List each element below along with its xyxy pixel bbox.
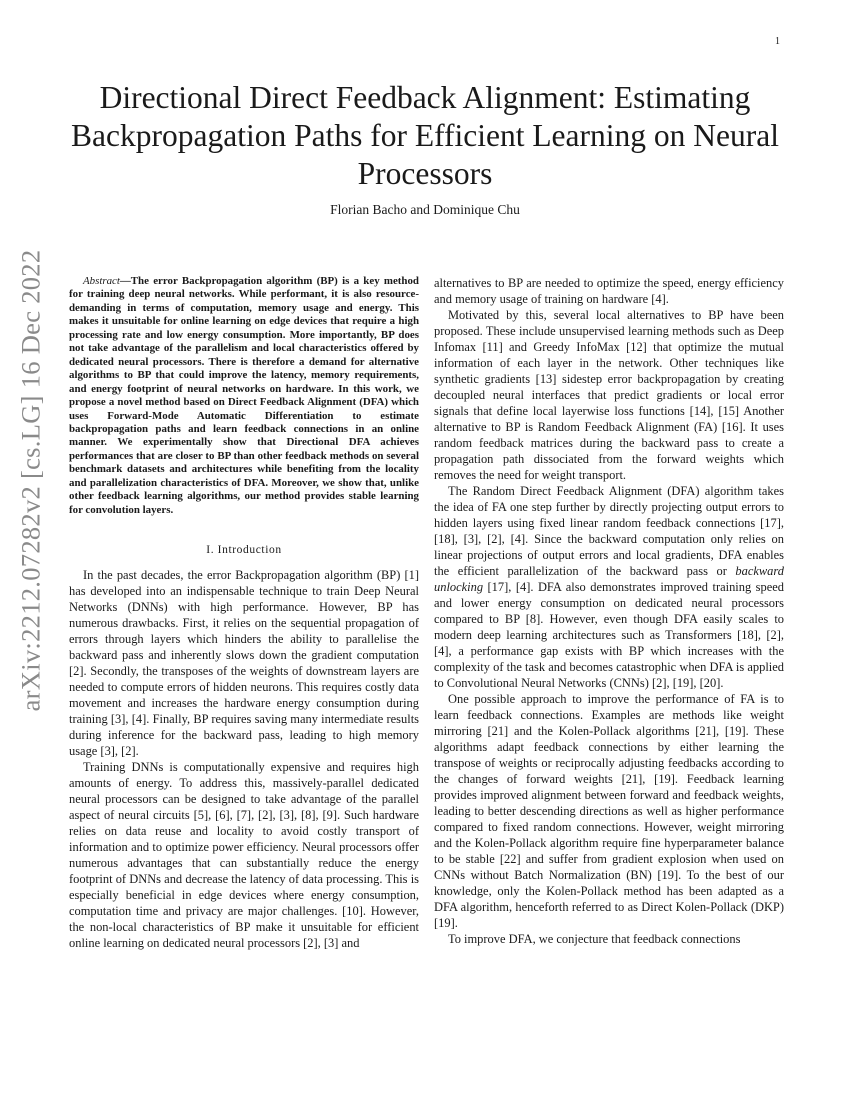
abstract-label: Abstract bbox=[83, 275, 120, 287]
abstract-text: —The error Backpropagation algorithm (BP) is a key method for training deep neural networks. While performant, it is also resource-demanding in terms of computation, memory usage and energy. This makes it unsuitable for online learning on edge devices that require a high processing rate and low energy consumption. More importantly, BP does not take advantage of the parallelism and local characteristics offered by dedicated neural processors. There is therefore a demand for alternative algorithms to BP that could improve the latency, memory requirements, and energy footprint of neural networks on hardware. In this work, we propose a novel method based on Direct Feedback Alignment (DFA) which uses Forward-Mode Automatic Differentiation to estimate backpropagation paths and learn feedback connections in an online manner. We experimentally show that Directional DFA achieves performances that are closer to BP than other feedback methods on several benchmark datasets and architectures while benefiting from the locality and parallelization characteristics of DFA. Moreover, we show that, unlike other feedback learning algorithms, our method provides stable learning for convolution layers. bbox=[69, 275, 419, 516]
right-paragraph-feedback-learning: One possible approach to improve the performance of FA is to learn feedback connections. Examples are methods like weight mirroring [21] and the Kolen-Pollack algorithms [21], [19]. These algorithms adapt feedback connections by either learning the transpose of weights or reciprocally adjusting feedbacks according to the changes of forward weights [21], [19]. Feedback learning provides improved alignment between forward and feedback weights, leading to better descending directions as well as higher performance compared to fixed random connections. However, weight mirroring and the Kolen-Pollack algorithm require fine hyperparameter balance to be stable [22] and suffer from gradient explosion when used on CNNs without Batch Normalization (BN) [19]. To the best of our knowledge, only the Kolen-Pollack method has been adapted as a DFA algorithm, henceforth referred to as Direct Kolen-Pollack (DKP) [19]. bbox=[434, 692, 784, 930]
arxiv-stamp bbox=[2, 249, 60, 711]
dfa-text-emphasis: backward unlocking bbox=[434, 564, 784, 594]
abstract bbox=[69, 275, 419, 517]
paper-title: Directional Direct Feedback Alignment: Estimating Backpropagation Paths for Efficient Learning on Neural Processors bbox=[71, 80, 779, 191]
right-paragraph-conjecture: To improve DFA, we conjecture that feedback connections bbox=[448, 932, 741, 946]
paper-authors: Florian Bacho and Dominique Chu bbox=[330, 202, 520, 217]
page-number: 1 bbox=[775, 36, 780, 47]
right-column bbox=[434, 275, 784, 947]
left-column bbox=[69, 275, 419, 951]
right-paragraph-continuation: alternatives to BP are needed to optimize the speed, energy efficiency and memory usage of training on hardware [4]. bbox=[434, 276, 784, 306]
intro-paragraph-1: In the past decades, the error Backpropagation algorithm (BP) [1] has developed into an indispensable technique to train Deep Neural Networks (DNNs) with high performance. However, BP has numerous drawbacks. First, it relies on the sequential propagation of errors through layers which hinders the ability to parallelise the backward pass and inherently slows down the gradient computation [2]. Secondly, the transposes of the weights of downstream layers are needed to compute errors of hidden neurons. This requires costly data movement and increases the hardware energy consumption during training [3], [4]. Finally, BP requires saving many intermediate results during inference for the backward pass, leading to high memory usage [3], [2]. bbox=[69, 568, 419, 759]
right-paragraph-local-alternatives: Motivated by this, several local alternatives to BP have been proposed. These include unsupervised learning methods such as Deep Infomax [11] and Greedy InfoMax [12] that optimize the mutual information of each layer in the network. Other techniques like synthetic gradients [13] sidestep error backpropagation by creating decoupled neural interfaces that predict gradients or local error signals that define local layerwise loss functions [14], [15] Another alternative to BP is Random Feedback Alignment (FA) [16]. It uses random feedback matrices during the backward pass to create a propagation path dissociated from the forward weights which removes the need for weight transport. bbox=[434, 308, 784, 482]
section-heading-introduction: I. Introduction bbox=[206, 544, 282, 557]
arxiv-stamp-text: arXiv:2212.07282v2 [cs.LG] 16 Dec 2022 bbox=[15, 249, 46, 711]
dfa-text-a: The Random Direct Feedback Alignment (DFA) algorithm takes the idea of FA one step further by directly projecting output errors to hidden layers using fixed linear random feedback connections [17], [18], [3], [2], [4]. Since the backward computation only relies on linear projections of output errors and local gradients, DFA enables the efficient parallelization of the backward pass or bbox=[434, 484, 784, 578]
dfa-text-b: [17], [4]. DFA also demonstrates improved training speed and lower energy consumption on dedicated neural processors compared to BP [8]. However, even though DFA easily scales to modern deep learning architectures such as Transformers [18], [2], [4], a performance gap exists with BP which increases with the complexity of the task and becomes catastrophic when DFA is applied to Convolutional Neural Networks (CNNs) [2], [19], [20]. bbox=[434, 580, 784, 690]
right-paragraph-dfa bbox=[434, 483, 784, 691]
intro-paragraph-2: Training DNNs is computationally expensive and requires high amounts of energy. To address this, massively-parallel dedicated neural processors can be designed to take advantage of the parallel aspect of neural circuits [5], [6], [7], [2], [3], [8], [9]. Such hardware relies on data reuse and locality to avoid costly transport of information and to optimize power efficiency. Neural processors offer numerous advantages that can substantially reduce the energy footprint of DNNs and decrease the latency of data processing. This is especially beneficial in edge devices where energy consumption, computation time and privacy are major challenges. [10]. However, the non-local characteristics of BP make it unsuitable for efficient online learning on dedicated neural processors [2], [3] and bbox=[69, 760, 419, 951]
